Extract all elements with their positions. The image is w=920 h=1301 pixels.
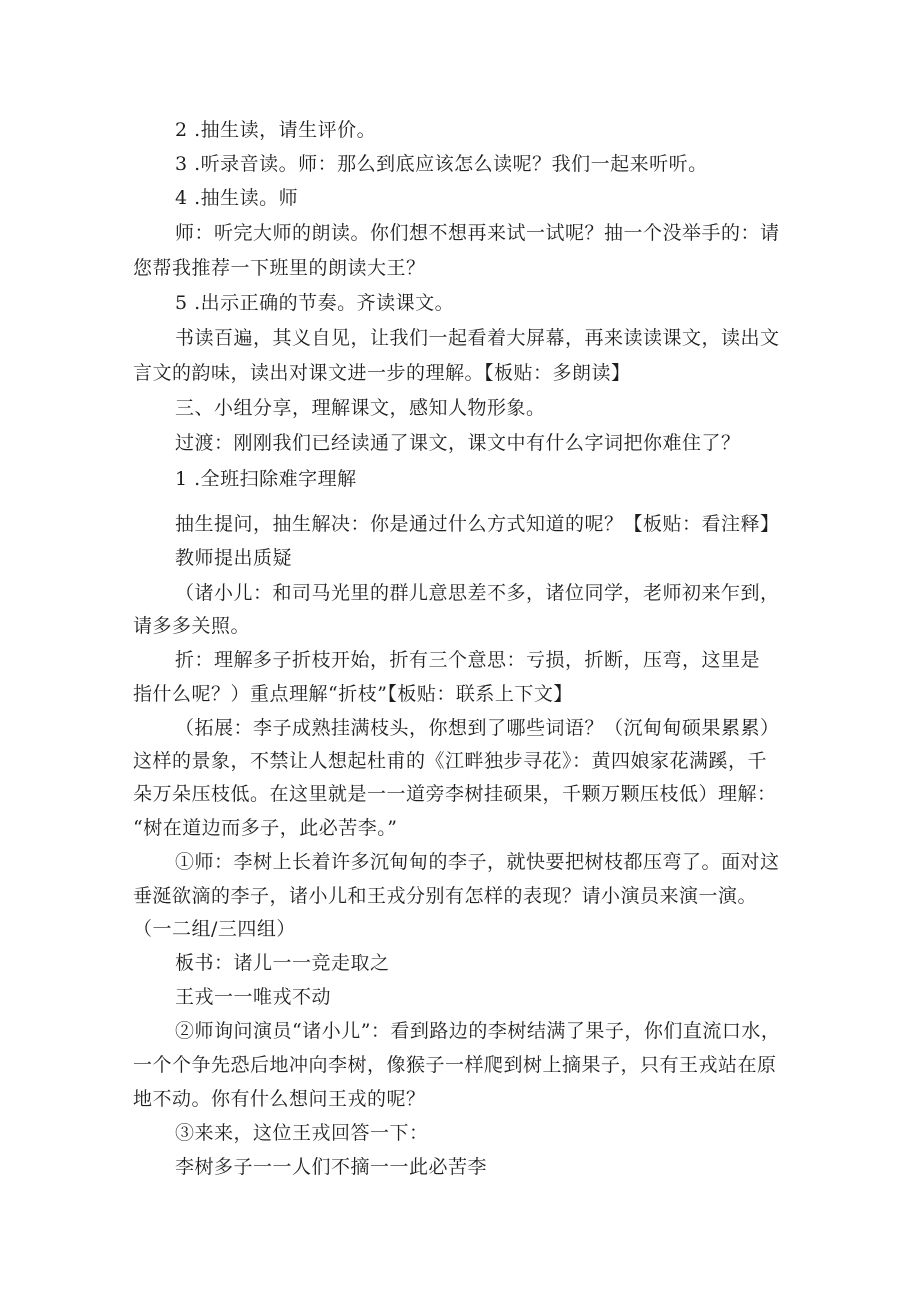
text-line: 这样的景象，不禁让人想起杜甫的《江畔独步寻花》：黄四娘家花满蹊，千 [133, 750, 768, 772]
text-line: 4 .抽生读。师 [175, 187, 299, 209]
text-line: 您帮我推荐一下班里的朗读大王？ [133, 257, 426, 279]
text-line: 板书：诸儿一一竞走取之 [175, 952, 390, 974]
text-line: 地不动。你有什么想问王戎的呢？ [133, 1088, 426, 1110]
text-line: 1 .全班扫除难字理解 [175, 468, 357, 490]
text-line: “树在道边而多子，此必苦李。” [133, 817, 398, 839]
text-line: 垂涎欲滴的李子，诸小儿和王戎分别有怎样的表现？请小演员来演一演。 [133, 885, 758, 907]
text-line: （一二组/三四组） [133, 918, 296, 940]
text-line: 请多多关照。 [133, 615, 251, 637]
text-line: 三、小组分享，理解课文，感知人物形象。 [175, 397, 546, 419]
text-line: ②师询问演员“诸小儿”：看到路边的李树结满了果子，你们直流口水， [175, 1020, 781, 1042]
text-line: （拓展：李子成熟挂满枝头，你想到了哪些词语？（沉甸甸硕果累累） [175, 717, 780, 739]
text-line: 书读百遍，其义自见，让我们一起看着大屏幕，再来读读课文，读出文 [175, 327, 780, 349]
text-line: 言文的韵味，读出对课文进一步的理解。【板贴：多朗读】 [133, 362, 631, 384]
text-line: 5 .出示正确的节奏。齐读课文。 [175, 292, 455, 314]
text-line: 3 .听录音读。师：那么到底应该怎么读呢？我们一起来听听。 [175, 153, 708, 175]
text-line: 教师提出质疑 [175, 547, 293, 569]
text-line: 过渡：刚刚我们已经读通了课文，课文中有什么字词把你难住了？ [175, 432, 741, 454]
text-line: ③来来，这位王戎回答一下： [175, 1122, 429, 1144]
text-line: 折：理解多子折枝开始，折有三个意思：亏损，折断，压弯，这里是 [175, 649, 761, 671]
text-line: ①师：李树上长着许多沉甸甸的李子，就快要把树枝都压弯了。面对这 [175, 851, 780, 873]
text-line: 朵万朵压枝低。在这里就是一一道旁李树挂硕果，千颗万颗压枝低）理解： [133, 783, 777, 805]
text-line: 2 .抽生读，请生评价。 [175, 119, 377, 141]
text-line: （诸小儿：和司马光里的群儿意思差不多，诸位同学，老师初来乍到， [175, 582, 780, 604]
text-line: 指什么呢？）重点理解“折枝”【板贴：联系上下文】 [133, 683, 573, 705]
text-line: 王戎一一唯戎不动 [175, 986, 332, 1008]
text-line: 一个个争先恐后地冲向李树，像猴子一样爬到树上摘果子，只有王戎站在原 [133, 1054, 777, 1076]
text-line: 李树多子一一人们不摘一一此必苦李 [175, 1156, 488, 1178]
text-line: 师：听完大师的朗读。你们想不想再来试一试呢？抽一个没举手的：请 [175, 222, 780, 244]
text-line: 抽生提问，抽生解决：你是通过什么方式知道的呢？【板贴：看注释】 [175, 513, 780, 535]
